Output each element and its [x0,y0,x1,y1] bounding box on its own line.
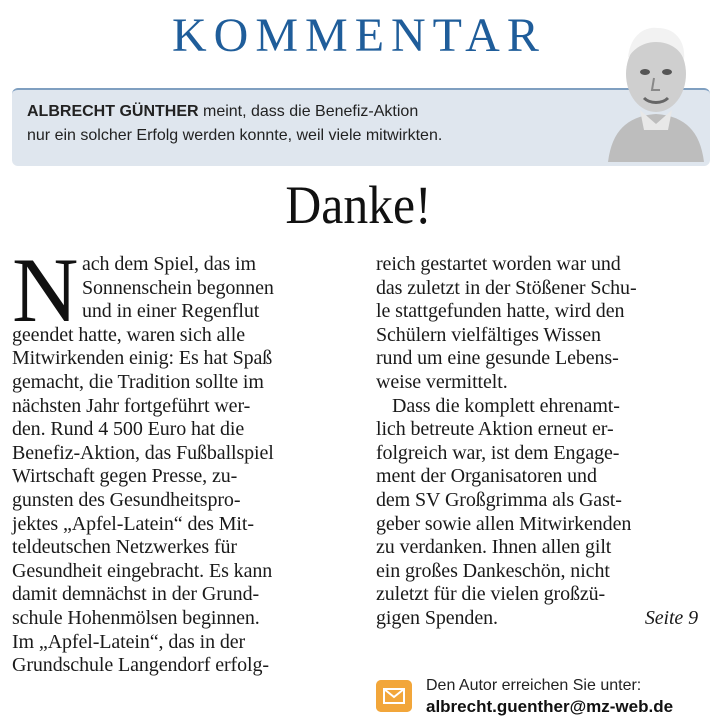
headline: Danke! [285,175,432,235]
text-line: gunsten des Gesundheitspro- [12,488,241,511]
text-line: Benefiz-Aktion, das Fußballspiel [12,441,274,464]
author-teaser-line2: nur ein solcher Erfolg werden konnte, weil viele mitwirkten. [27,127,443,144]
contact-email[interactable]: albrecht.guenther@mz-web.de [426,697,674,716]
text-line: gigen Spenden. [376,606,498,629]
text-line: jektes „Apfel-Latein“ des Mit- [12,512,254,535]
author-teaser [27,100,587,148]
text-line: geendet hatte, waren sich alle [12,323,245,346]
text-line: ment der Organisatoren und [376,465,597,488]
author-contact [376,676,716,720]
text-line: zuletzt für die vielen großzü- [376,583,606,606]
mail-icon [376,680,412,712]
article-column-1 [12,253,360,678]
page-reference: Seite 9 [644,606,698,629]
text-line: Dass die komplett ehrenamt- [392,394,620,417]
text-line: folgreich war, ist dem Engage- [376,441,620,464]
text-line: Gesundheit eingebracht. Es kann [12,559,273,582]
text-line: und in einer Regenflut [82,300,260,323]
text-line: damit demnächst in der Grund- [12,583,260,606]
text-line: geber sowie allen Mitwirkenden [376,512,632,535]
text-line: ein großes Dankeschön, nicht [376,559,610,582]
text-line: das zuletzt in der Stößener Schu- [376,276,637,299]
contact-label: Den Autor erreichen Sie unter: [426,677,642,694]
text-line: rund um eine gesunde Lebens- [376,347,619,370]
text-line: Im „Apfel-Latein“, das in der [12,630,246,653]
text-line: Schülern vielfältiges Wissen [376,323,601,346]
text-line: Mitwirkenden einig: Es hat Spaß [12,347,273,370]
text-line: le stattgefunden hatte, wird den [376,300,625,323]
text-line: reich gestartet worden war und [376,253,621,275]
text-line: nächsten Jahr fortgeführt wer- [12,394,251,417]
author-portrait [606,18,706,162]
author-teaser-line1: meint, dass die Benefiz-Aktion [198,103,419,120]
drop-cap: N [12,239,79,341]
text-line: ach dem Spiel, das im [82,253,256,275]
text-line: gemacht, die Tradition sollte im [12,370,264,393]
text-line: Grundschule Langendorf erfolg- [12,654,269,677]
text-line: dem SV Großgrimma als Gast- [376,488,622,511]
text-line: Wirtschaft gegen Presse, zu- [12,465,238,488]
section-kicker: KOMMENTAR [172,9,546,62]
article-column-2 [376,253,706,631]
text-line: zu verdanken. Ihnen allen gilt [376,536,612,559]
text-line: schule Hohenmölsen beginnen. [12,606,260,629]
text-line: Sonnenschein begonnen [82,276,274,299]
text-line: lich betreute Aktion erneut er- [376,418,614,441]
text-line: teldeutschen Netzwerkes für [12,536,237,559]
author-name: ALBRECHT GÜNTHER [27,103,199,120]
text-line: weise vermittelt. [376,370,508,393]
text-line: den. Rund 4 500 Euro hat die [12,418,245,441]
